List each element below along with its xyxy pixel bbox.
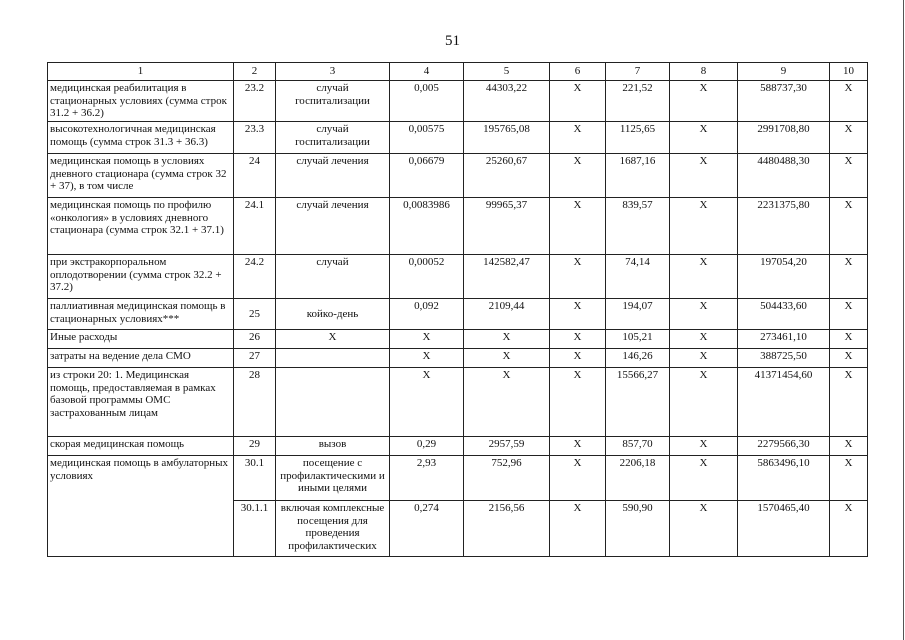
row-number: 30.1: [234, 456, 276, 501]
row-label: затраты на ведение дела СМО: [48, 349, 234, 368]
column-header: 2: [234, 63, 276, 81]
table-row: [48, 255, 868, 299]
row-number: 23.3: [234, 122, 276, 154]
row-number: 28: [234, 368, 276, 437]
value-cell: X: [670, 456, 738, 501]
row-number: 27: [234, 349, 276, 368]
row-number: 25: [234, 299, 276, 330]
value-cell: X: [670, 198, 738, 255]
data-table: [47, 62, 868, 557]
value-cell: X: [550, 81, 606, 122]
value-cell: X: [830, 299, 868, 330]
value-cell: X: [670, 349, 738, 368]
value-cell: 194,07: [606, 299, 670, 330]
row-label: медицинская помощь в амбулаторных условиях: [48, 456, 234, 501]
value-cell: X: [670, 368, 738, 437]
value-cell: 44303,22: [464, 81, 550, 122]
value-cell: X: [550, 368, 606, 437]
row-label: медицинская помощь в условиях дневного стационара (сумма строк 32 + 37), в том числе: [48, 154, 234, 198]
value-cell: X: [550, 330, 606, 349]
value-cell: X: [830, 81, 868, 122]
value-cell: 2231375,80: [738, 198, 830, 255]
value-cell: X: [550, 154, 606, 198]
value-cell: 25260,67: [464, 154, 550, 198]
value-cell: 590,90: [606, 501, 670, 557]
value-cell: 0,00052: [390, 255, 464, 299]
value-cell: X: [670, 81, 738, 122]
value-cell: 195765,08: [464, 122, 550, 154]
value-cell: X: [830, 198, 868, 255]
row-label: медицинская помощь по профилю «онкология» в условиях дневного стационара (сумма строк 32.1 + 37.1): [48, 198, 234, 255]
value-cell: 15566,27: [606, 368, 670, 437]
value-cell: 0,005: [390, 81, 464, 122]
value-cell: X: [830, 456, 868, 501]
value-cell: 0,092: [390, 299, 464, 330]
row-label: при экстракорпоральном оплодотворении (сумма строк 32.2 + 37.2): [48, 255, 234, 299]
unit-cell: включая комплексные посещения для проведения профилактических: [276, 501, 390, 557]
unit-cell: X: [276, 330, 390, 349]
value-cell: X: [550, 437, 606, 456]
unit-cell: [276, 368, 390, 437]
value-cell: X: [670, 330, 738, 349]
value-cell: 99965,37: [464, 198, 550, 255]
value-cell: X: [550, 255, 606, 299]
table-row: [48, 501, 868, 557]
value-cell: X: [830, 437, 868, 456]
table-row: [48, 349, 868, 368]
table-row: [48, 330, 868, 349]
row-label: скорая медицинская помощь: [48, 437, 234, 456]
value-cell: 5863496,10: [738, 456, 830, 501]
value-cell: X: [670, 299, 738, 330]
table-row: [48, 154, 868, 198]
value-cell: X: [464, 349, 550, 368]
value-cell: 197054,20: [738, 255, 830, 299]
table-header-row: [48, 63, 868, 81]
row-number: 26: [234, 330, 276, 349]
table-row: [48, 456, 868, 501]
value-cell: 1570465,40: [738, 501, 830, 557]
value-cell: 0,06679: [390, 154, 464, 198]
value-cell: 1687,16: [606, 154, 670, 198]
value-cell: X: [390, 330, 464, 349]
value-cell: 4480488,30: [738, 154, 830, 198]
value-cell: 504433,60: [738, 299, 830, 330]
table-row: [48, 198, 868, 255]
value-cell: X: [670, 154, 738, 198]
value-cell: X: [464, 368, 550, 437]
value-cell: 839,57: [606, 198, 670, 255]
value-cell: 388725,50: [738, 349, 830, 368]
value-cell: X: [550, 456, 606, 501]
column-header: 4: [390, 63, 464, 81]
table-row: [48, 299, 868, 330]
value-cell: 2206,18: [606, 456, 670, 501]
row-number: 23.2: [234, 81, 276, 122]
value-cell: 2279566,30: [738, 437, 830, 456]
row-label: [48, 501, 234, 557]
page-edge-line: [903, 0, 904, 640]
column-header: 7: [606, 63, 670, 81]
page-number: 51: [445, 33, 460, 49]
value-cell: X: [550, 349, 606, 368]
value-cell: 41371454,60: [738, 368, 830, 437]
value-cell: X: [390, 349, 464, 368]
value-cell: 2991708,80: [738, 122, 830, 154]
value-cell: X: [830, 122, 868, 154]
value-cell: X: [830, 255, 868, 299]
row-label: паллиативная медицинская помощь в стационарных условиях***: [48, 299, 234, 330]
value-cell: 0,0083986: [390, 198, 464, 255]
table-row: [48, 81, 868, 122]
value-cell: 1125,65: [606, 122, 670, 154]
value-cell: X: [550, 501, 606, 557]
row-number: 24: [234, 154, 276, 198]
table-row: [48, 122, 868, 154]
table-row: [48, 437, 868, 456]
row-label: высокотехнологичная медицинская помощь (сумма строк 31.3 + 36.3): [48, 122, 234, 154]
value-cell: 752,96: [464, 456, 550, 501]
unit-cell: случай госпитализации: [276, 122, 390, 154]
value-cell: X: [670, 501, 738, 557]
value-cell: X: [670, 437, 738, 456]
row-number: 24.1: [234, 198, 276, 255]
value-cell: X: [550, 122, 606, 154]
unit-cell: случай лечения: [276, 154, 390, 198]
row-label: медицинская реабилитация в стационарных условиях (сумма строк 31.2 + 36.2): [48, 81, 234, 122]
value-cell: X: [550, 198, 606, 255]
value-cell: 74,14: [606, 255, 670, 299]
value-cell: X: [830, 330, 868, 349]
value-cell: X: [830, 501, 868, 557]
unit-cell: койко-день: [276, 299, 390, 330]
unit-cell: посещение с профилактическими и иными целями: [276, 456, 390, 501]
value-cell: X: [670, 122, 738, 154]
value-cell: 105,21: [606, 330, 670, 349]
unit-cell: случай лечения: [276, 198, 390, 255]
row-number: 24.2: [234, 255, 276, 299]
value-cell: 146,26: [606, 349, 670, 368]
row-label: Иные расходы: [48, 330, 234, 349]
value-cell: 588737,30: [738, 81, 830, 122]
value-cell: 2109,44: [464, 299, 550, 330]
column-header: 10: [830, 63, 868, 81]
value-cell: X: [670, 255, 738, 299]
value-cell: X: [830, 368, 868, 437]
unit-cell: случай: [276, 255, 390, 299]
column-header: 1: [48, 63, 234, 81]
value-cell: 0,29: [390, 437, 464, 456]
value-cell: 0,00575: [390, 122, 464, 154]
unit-cell: вызов: [276, 437, 390, 456]
value-cell: 2156,56: [464, 501, 550, 557]
value-cell: 857,70: [606, 437, 670, 456]
table-row: [48, 368, 868, 437]
column-header: 9: [738, 63, 830, 81]
value-cell: X: [464, 330, 550, 349]
value-cell: 221,52: [606, 81, 670, 122]
unit-cell: [276, 349, 390, 368]
value-cell: 142582,47: [464, 255, 550, 299]
column-header: 8: [670, 63, 738, 81]
column-header: 3: [276, 63, 390, 81]
value-cell: 2,93: [390, 456, 464, 501]
value-cell: 0,274: [390, 501, 464, 557]
row-number: 29: [234, 437, 276, 456]
value-cell: X: [390, 368, 464, 437]
column-header: 5: [464, 63, 550, 81]
value-cell: X: [830, 154, 868, 198]
value-cell: X: [830, 349, 868, 368]
column-header: 6: [550, 63, 606, 81]
unit-cell: случай госпитализации: [276, 81, 390, 122]
row-number: 30.1.1: [234, 501, 276, 557]
value-cell: 2957,59: [464, 437, 550, 456]
value-cell: X: [550, 299, 606, 330]
row-label: из строки 20: 1. Медицинская помощь, предоставляемая в рамках базовой программы ОМС застрахованным лицам: [48, 368, 234, 437]
value-cell: 273461,10: [738, 330, 830, 349]
